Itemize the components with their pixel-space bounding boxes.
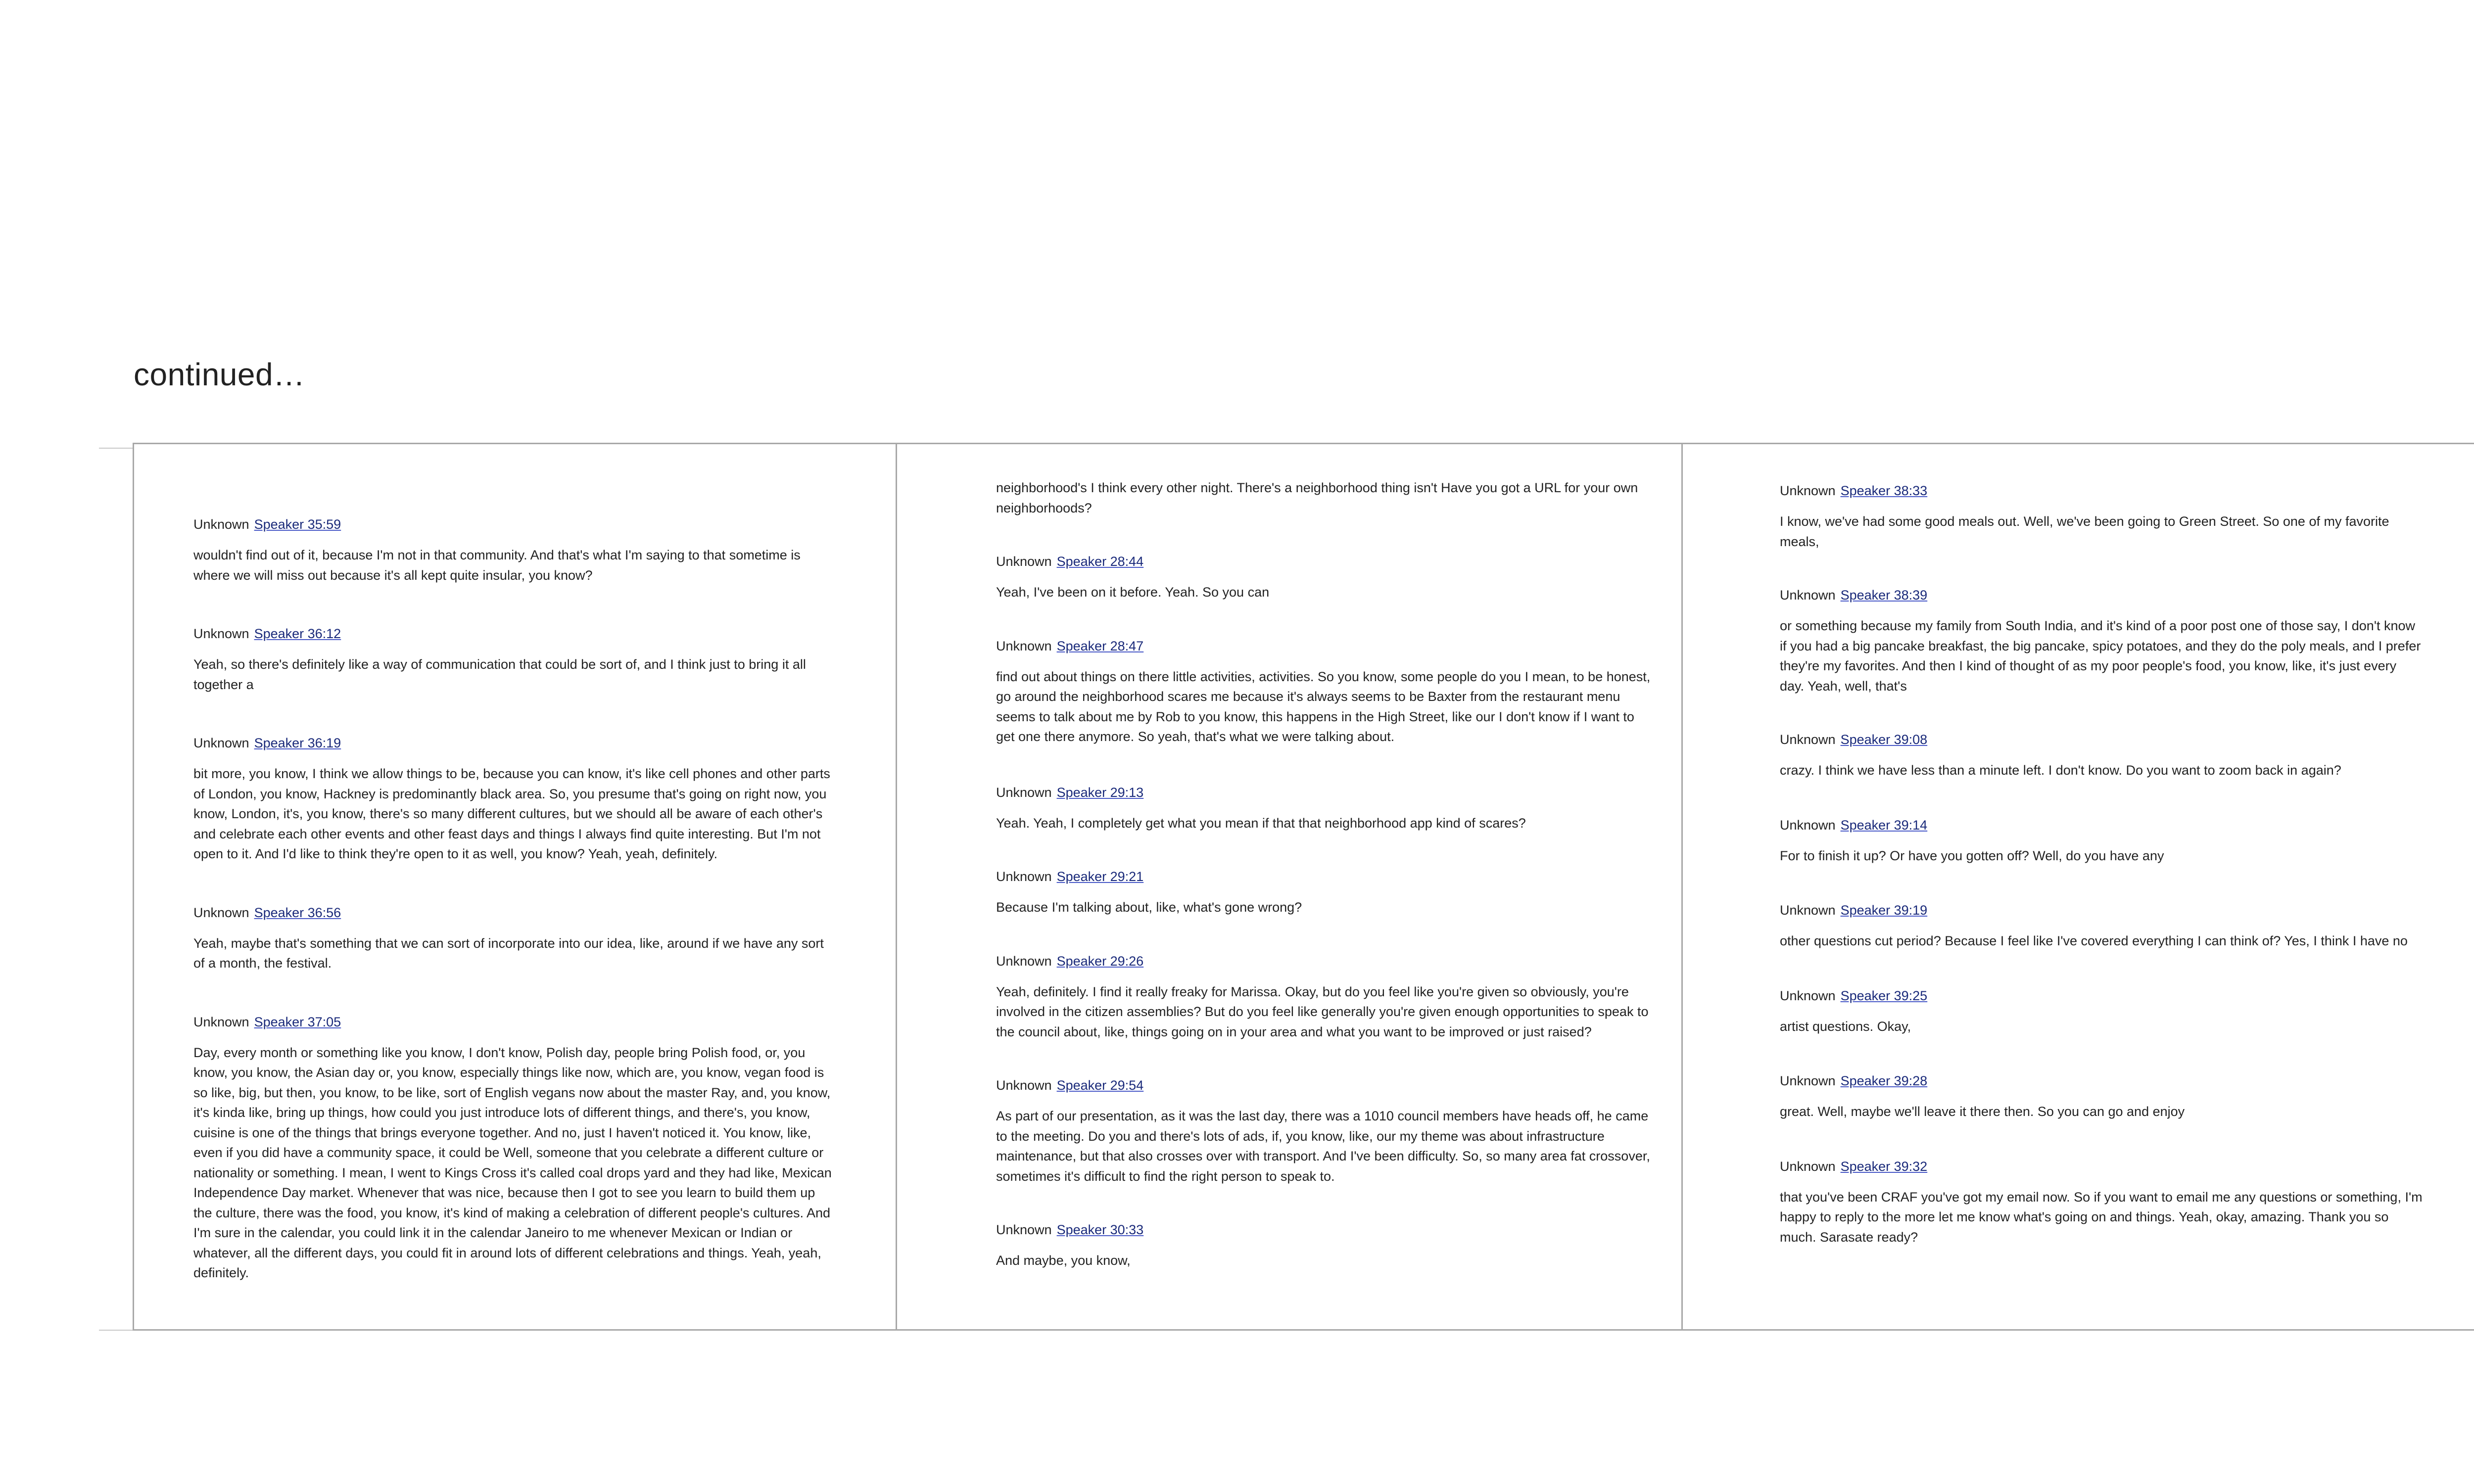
speaker-label: Unknown: [1780, 732, 1836, 747]
speaker-line: [1780, 585, 2423, 605]
speaker-line: [996, 1075, 1654, 1095]
speaker-timestamp: Speaker 35:59: [254, 517, 341, 532]
speaker-line: [996, 552, 1654, 571]
utterance-text: crazy. I think we have less than a minute left. I don't know. Do you want to zoom back in again?: [1780, 763, 2341, 778]
transcript-entry: [996, 478, 1654, 518]
speaker-label: Unknown: [996, 554, 1052, 569]
utterance-text: neighborhood's I think every other night. There's a neighborhood thing isn't Have you got a URL for your own neighborhoods?: [996, 480, 1638, 515]
utterance-text: bit more, you know, I think we allow things to be, because you can know, it's like cell phones and other parts of London, you know, Hackney is predominantly black area. So, you presume that's going on right now, you know, London, it's, you know, there's so many different cultures, but we should all be aware of each other's and celebrate each other events and other feast days and things I always find quite interesting. But I'm not open to it. And I'd like to think they're open to it as well, you know? Yeah, yeah, definitely.: [193, 766, 830, 861]
utterance-text: Yeah, definitely. I find it really freaky for Marissa. Okay, but do you feel like you're given so obviously, you're involved in the citizen assemblies? But do you feel like generally you're given enough opportunities to speak to the council about, like, things going on in your area and what you want to be improved or just raised?: [996, 984, 1649, 1039]
speaker-label: Unknown: [996, 785, 1052, 800]
transcript-entry: [996, 867, 1654, 918]
speaker-label: Unknown: [1780, 1159, 1836, 1174]
speaker-label: Unknown: [1780, 588, 1836, 603]
utterance-text: find out about things on there little activities, activities. So you know, some people do you I mean, to be honest, go around the neighborhood scares me because it's always seems to be Baxter from the restaurant menu seems to talk about me by Rob to you know, this happens in the High Street, like our I don't know if I want to get one there anymore. So yeah, that's what we were talking about.: [996, 669, 1651, 744]
utterance-text: Day, every month or something like you know, I don't know, Polish day, people bring Polish food, or, you know, you know, the Asian day or, you know, especially things like now, which are, you know, vegan food is so like, big, but then, you know, to be like, sort of English vegans now about the master Ray, and, you know, it's kinda like, bring up things, how could you just introduce lots of different things, and there's, you know, cuisine is one of the things that brings everyone together. And no, just I haven't noticed it. You know, like, even if you did have a community space, it could be Well, someone that you celebrate a different culture or nationality or something. I mean, I went to Kings Cross it's called coal drops yard and they had like, Mexican Independence Day market. Whenever that was nice, because then I got to see you learn to build them up the culture, there was the food, you know, it's kind of making a celebration of different people's cultures. And I'm sure in the calendar, you could link it in the calendar Janeiro to me whenever Mexican or Indian or whatever, all the different days, you could fit in around lots of different celebrations and things. Yeah, yeah, definitely.: [193, 1045, 832, 1280]
utterance-text: wouldn't find out of it, because I'm not in that community. And that's what I'm saying to that sometime is where we will miss out because it's all kept quite insular, you know?: [193, 548, 801, 583]
transcript-page-2: [896, 443, 1683, 1331]
utterance-text: that you've been CRAF you've got my email now. So if you want to email me any questions or something, I'm happy to reply to the more let me know what's going on and things. Yeah, okay, amazing. Thank you so much. Sarasate ready?: [1780, 1189, 2423, 1245]
transcript-column-3: [1780, 446, 2423, 1247]
speaker-timestamp: Speaker 29:54: [1056, 1078, 1144, 1093]
slide-heading: continued…: [134, 357, 305, 392]
transcript-entry: [996, 951, 1654, 1042]
transcript-entry: [193, 903, 832, 974]
transcript-entry: [193, 733, 832, 864]
speaker-line: [1780, 1071, 2423, 1091]
speaker-line: [193, 1012, 832, 1032]
utterance-text: Yeah, maybe that's something that we can sort of incorporate into our idea, like, around if we have any sort of a month, the festival.: [193, 935, 824, 971]
speaker-timestamp: Speaker 38:33: [1840, 483, 1928, 498]
speaker-label: Unknown: [996, 869, 1052, 884]
speaker-line: [193, 903, 832, 923]
speaker-timestamp: Speaker 36:12: [254, 626, 341, 641]
speaker-line: [1780, 900, 2423, 920]
speaker-label: Unknown: [1780, 483, 1836, 498]
speaker-timestamp: Speaker 29:21: [1056, 869, 1144, 884]
speaker-line: [1780, 986, 2423, 1006]
speaker-line: [1780, 1157, 2423, 1176]
transcript-entry: [193, 624, 832, 695]
transcript-entry: [1780, 730, 2423, 781]
transcript-entry: [996, 636, 1654, 747]
speaker-timestamp: Speaker 28:47: [1056, 638, 1144, 653]
speaker-label: Unknown: [996, 953, 1052, 969]
transcript-entry: [996, 1075, 1654, 1186]
transcript-entry: [1780, 815, 2423, 866]
speaker-label: Unknown: [1780, 817, 1836, 833]
speaker-label: Unknown: [193, 905, 249, 920]
speaker-line: [996, 783, 1654, 802]
transcript-entry: [1780, 986, 2423, 1037]
transcript-entry: [193, 1012, 832, 1283]
speaker-label: Unknown: [193, 517, 249, 532]
speaker-timestamp: Speaker 37:05: [254, 1014, 341, 1029]
utterance-text: or something because my family from South India, and it's kind of a poor post one of those say, I don't know if you had a big pancake breakfast, the big pancake, spicy potatoes, and they do the poly meals, and I prefer they're my favorites. And then I kind of thought of as my poor people's food, you know, like, it's just every day. Yeah, well, that's: [1780, 618, 2421, 694]
speaker-label: Unknown: [1780, 1073, 1836, 1088]
speaker-timestamp: Speaker 39:08: [1840, 732, 1928, 747]
speaker-line: [193, 514, 832, 534]
speaker-label: Unknown: [193, 736, 249, 750]
utterance-text: artist questions. Okay,: [1780, 1019, 1911, 1034]
speaker-timestamp: Speaker 29:26: [1056, 953, 1144, 969]
speaker-timestamp: Speaker 39:19: [1840, 903, 1928, 918]
speaker-label: Unknown: [193, 626, 249, 641]
speaker-line: [193, 733, 832, 753]
speaker-timestamp: Speaker 28:44: [1056, 554, 1144, 569]
speaker-label: Unknown: [193, 1014, 249, 1029]
speaker-line: [996, 867, 1654, 886]
transcript-page-3: [1681, 443, 2474, 1331]
speaker-timestamp: Speaker 29:13: [1056, 785, 1144, 800]
transcript-entry: [1780, 1157, 2423, 1248]
utterance-text: Yeah, so there's definitely like a way of communication that could be sort of, and I think just to bring it all together a: [193, 657, 806, 692]
utterance-text: For to finish it up? Or have you gotten off? Well, do you have any: [1780, 848, 2164, 863]
speaker-timestamp: Speaker 30:33: [1056, 1222, 1144, 1237]
transcript-entry: [996, 1220, 1654, 1271]
utterance-text: As part of our presentation, as it was the last day, there was a 1010 council members have heads off, he came to the meeting. Do you and there's lots of ads, if, you know, like, our my theme was about infrastructure maintenance, but that also crosses over with transport. And I've been difficulty. So, so many area fat crossover, sometimes it's difficult to find the right person to speak to.: [996, 1109, 1650, 1184]
speaker-label: Unknown: [1780, 903, 1836, 918]
speaker-timestamp: Speaker 36:19: [254, 736, 341, 750]
speaker-timestamp: Speaker 39:14: [1840, 817, 1928, 833]
speaker-timestamp: Speaker 39:25: [1840, 988, 1928, 1003]
speaker-line: [996, 951, 1654, 971]
speaker-label: Unknown: [1780, 988, 1836, 1003]
transcript-entry: [1780, 900, 2423, 951]
utterance-text: I know, we've had some good meals out. Well, we've been going to Green Street. So one of my favorite meals,: [1780, 514, 2389, 549]
utterance-text: Yeah. Yeah, I completely get what you mean if that that neighborhood app kind of scares?: [996, 815, 1526, 831]
transcript-entry: [996, 783, 1654, 834]
utterance-text: other questions cut period? Because I feel like I've covered everything I can think of? Yes, I think I have no: [1780, 933, 2408, 948]
utterance-text: Yeah, I've been on it before. Yeah. So you can: [996, 585, 1270, 600]
transcript-entry: [996, 552, 1654, 603]
speaker-line: [193, 624, 832, 644]
transcript-entry: [1780, 1071, 2423, 1122]
transcript-column-2: [996, 443, 1654, 1271]
transcript-page-1: [133, 443, 897, 1331]
speaker-timestamp: Speaker 39:32: [1840, 1159, 1928, 1174]
speaker-line: [996, 1220, 1654, 1240]
speaker-line: [1780, 481, 2423, 501]
speaker-label: Unknown: [996, 1222, 1052, 1237]
speaker-timestamp: Speaker 36:56: [254, 905, 341, 920]
utterance-text: And maybe, you know,: [996, 1253, 1131, 1268]
speaker-line: [1780, 730, 2423, 749]
speaker-label: Unknown: [996, 638, 1052, 653]
speaker-line: [1780, 815, 2423, 835]
transcript-column-1: [193, 480, 832, 1283]
transcript-entry: [1780, 585, 2423, 696]
speaker-label: Unknown: [996, 1078, 1052, 1093]
transcript-entry: [193, 514, 832, 585]
speaker-line: [996, 636, 1654, 656]
transcript-entry: [1780, 481, 2423, 552]
utterance-text: Because I'm talking about, like, what's gone wrong?: [996, 900, 1302, 915]
speaker-timestamp: Speaker 38:39: [1840, 588, 1928, 603]
speaker-timestamp: Speaker 39:28: [1840, 1073, 1928, 1088]
utterance-text: great. Well, maybe we'll leave it there then. So you can go and enjoy: [1780, 1104, 2185, 1119]
